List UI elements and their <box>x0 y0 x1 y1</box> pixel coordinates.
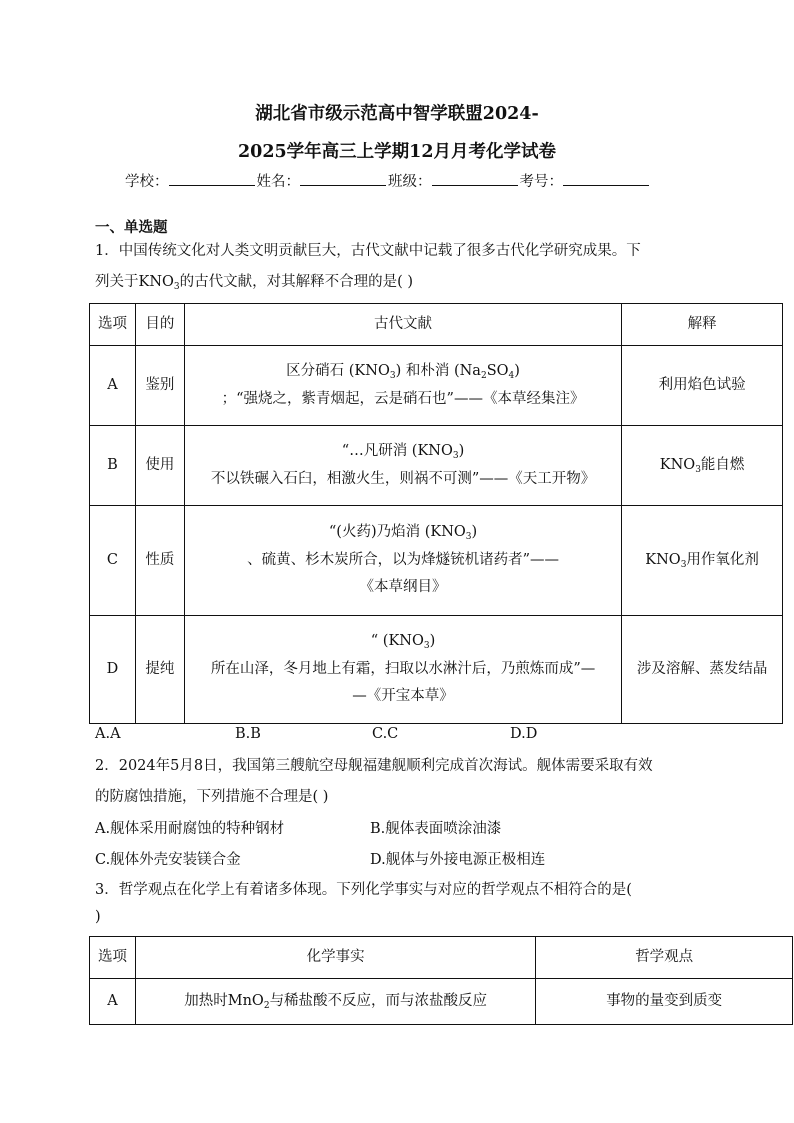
field-id-label: 考号： <box>519 174 563 190</box>
q1-header-option: 选项 <box>90 304 136 346</box>
field-class-label: 班级： <box>388 174 432 190</box>
field-school-blank[interactable] <box>169 173 255 186</box>
field-school-label: 学校： <box>125 174 169 190</box>
q1-choice-a[interactable]: A.A <box>95 726 121 742</box>
row-purpose: 提纯 <box>135 616 184 724</box>
field-id-blank[interactable] <box>563 173 649 186</box>
q3-header-view: 哲学观点 <box>536 937 793 979</box>
q2-choice-d[interactable]: D.舰体与外接电源正极相连 <box>370 852 546 868</box>
q1-header-doc: 古代文献 <box>184 304 621 346</box>
row-explain: 涉及溶解、蒸发结晶 <box>622 616 783 724</box>
q3-text-line1: 3．哲学观点在化学上有着诸多体现。下列化学事实与对应的哲学观点不相符合的是( <box>95 882 632 898</box>
q2-choice-c[interactable]: C.舰体外壳安装镁合金 <box>95 852 241 868</box>
q3-table-header <box>90 937 793 979</box>
table-row <box>90 616 783 724</box>
row-fact: 加热时MnO$_2$与稀盐酸不反应，而与浓盐酸反应 <box>135 979 535 1025</box>
q1-text-line1: 1．中国传统文化对人类文明贡献巨大，古代文献中记载了很多古代化学研究成果。下 <box>95 243 641 259</box>
q1-header-explain: 解释 <box>622 304 783 346</box>
row-purpose: 鉴别 <box>135 346 184 426</box>
table-row <box>90 346 783 426</box>
row-explain: 利用焰色试验 <box>622 346 783 426</box>
row-option: C <box>90 506 136 616</box>
q1-text-line2: 列关于$KNO_3$的古代文献，对其解释不合理的是( ) <box>95 274 414 292</box>
table-row <box>90 979 793 1025</box>
q1-choice-d[interactable]: D.D <box>510 726 538 742</box>
row-doc: “ $(KNO_3)$ 所在山泽，冬月地上有霜，扫取以水淋汁后，乃煎炼而成”— —《开宝本草》 <box>184 616 621 724</box>
row-doc: 区分硝石 $(KNO_3)$ 和朴消 $(Na_2SO_4)$ ；“强烧之，紫青烟起，云是硝石也”——《本草经集注》 <box>184 346 621 426</box>
field-name-blank[interactable] <box>300 173 386 186</box>
q1-choice-b[interactable]: B.B <box>235 726 261 742</box>
row-explain: $KNO_3$能自燃 <box>622 426 783 506</box>
section-heading: 一、单选题 <box>95 219 168 236</box>
row-option: A <box>90 346 136 426</box>
row-doc: “(火药)乃焰消 $(KNO_3)$ 、硫黄、杉木炭所合，以为烽燧铳机诸药者”—— 《本草纲目》 <box>184 506 621 616</box>
row-option: D <box>90 616 136 724</box>
row-explain: $KNO_3$用作氧化剂 <box>622 506 783 616</box>
q1-table-header <box>90 304 783 346</box>
q2-choice-b[interactable]: B.舰体表面喷涂油漆 <box>370 821 502 837</box>
title-line-1: 湖北省市级示范高中智学联盟2024- <box>255 104 539 124</box>
q3-table <box>89 936 793 1025</box>
q2-text-line1: 2．2024年5月8日，我国第三艘航空母舰福建舰顺利完成首次海试。舰体需要采取有效 <box>95 758 653 774</box>
q1-header-purpose: 目的 <box>135 304 184 346</box>
q2-choice-a[interactable]: A.舰体采用耐腐蚀的特种钢材 <box>95 821 285 837</box>
info-fields <box>125 170 651 191</box>
q1-choice-c[interactable]: C.C <box>372 726 399 742</box>
row-view: 事物的量变到质变 <box>536 979 793 1025</box>
row-purpose: 使用 <box>135 426 184 506</box>
q3-header-option: 选项 <box>90 937 136 979</box>
field-class-blank[interactable] <box>432 173 518 186</box>
row-purpose: 性质 <box>135 506 184 616</box>
q3-header-fact: 化学事实 <box>135 937 535 979</box>
row-option: A <box>90 979 136 1025</box>
field-name-label: 姓名： <box>256 174 300 190</box>
q3-text-line2: ) <box>95 909 101 925</box>
title-line-2: 2025学年高三上学期12月月考化学试卷 <box>237 142 557 162</box>
table-row <box>90 426 783 506</box>
row-doc: “…凡研消 $(KNO_3)$ 不以铁碾入石臼，相激火生，则祸不可测”——《天工开物》 <box>184 426 621 506</box>
q2-text-line2: 的防腐蚀措施，下列措施不合理是( ) <box>95 789 329 805</box>
q1-table <box>89 303 783 724</box>
table-row <box>90 506 783 616</box>
row-option: B <box>90 426 136 506</box>
